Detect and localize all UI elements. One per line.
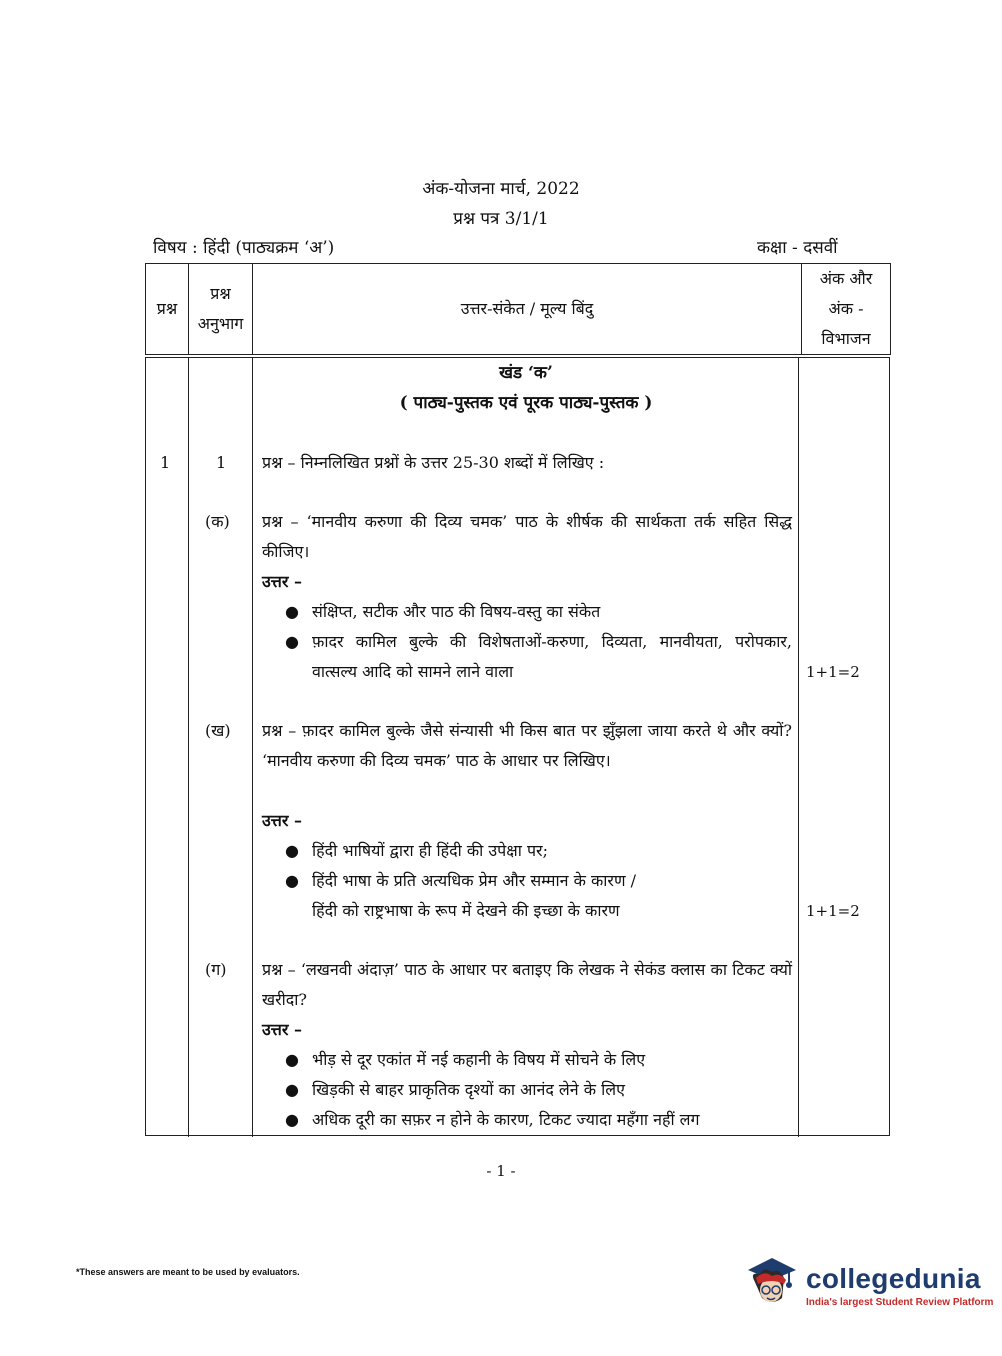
collegedunia-logo-icon	[742, 1250, 802, 1310]
column-divider	[252, 357, 253, 1137]
answer-label: उत्तर –	[262, 811, 302, 830]
answer-point: हिंदी भाषा के प्रति अत्यधिक प्रेम और सम्मान के कारण /	[312, 871, 636, 890]
question-number: 1	[160, 453, 171, 472]
marks-value: 1+1=2	[806, 902, 860, 920]
subquestion-label: (क)	[205, 512, 230, 531]
subquestion-text: प्रश्न – ‘मानवीय करुणा की दिव्य चमक’ पाठ के शीर्षक की सार्थकता तर्क सहित सिद्ध कीजिए।	[262, 512, 792, 561]
col-answer-hints: उत्तर-संकेत / मूल्य बिंदु	[253, 264, 802, 355]
col-section-line2: अनुभाग	[197, 314, 244, 333]
subquestion-label: (ग)	[205, 960, 227, 979]
page-number: - 1 -	[486, 1162, 516, 1180]
bullet-icon: ●	[285, 602, 299, 621]
answer-point: हिंदी भाषियों द्वारा ही हिंदी की उपेक्षा पर;	[312, 841, 548, 860]
col-marks	[802, 264, 891, 355]
evaluator-note: *These answers are meant to be used by evaluators.	[76, 1267, 300, 1277]
answer-label: उत्तर –	[262, 1020, 302, 1039]
marks-value: 1+1=2	[806, 663, 860, 681]
bullet-icon: ●	[285, 632, 299, 651]
subject-label: विषय : हिंदी (पाठ्यक्रम ‘अ’)	[153, 238, 335, 258]
paper-code: प्रश्न पत्र 3/1/1	[453, 209, 549, 229]
col-marks-line3: विभाजन	[821, 329, 871, 348]
answer-point: अधिक दूरी का सफ़र न होने के कारण, टिकट ज्यादा महँगा नहीं लग	[312, 1110, 700, 1129]
answer-point: खिड़की से बाहर प्राकृतिक दृश्यों का आनंद लेने के लिए	[312, 1080, 625, 1099]
subquestion-text: प्रश्न – फ़ादर कामिल बुल्के जैसे संन्यासी भी किस बात पर झुँझला जाया करते थे और क्यों? ‘मानवीय करुणा की दिव्य चमक’ पाठ के आधार पर लिखिए।	[262, 721, 792, 770]
col-section	[189, 264, 253, 355]
answer-point: फ़ादर कामिल बुल्के की विशेषताओं-करुणा, दिव्यता, मानवीयता, परोपकार, वात्सल्य आदि को सामने लाने वाला	[312, 632, 792, 681]
subquestion-label: (ख)	[205, 721, 231, 740]
section-subtitle: ( पाठ्य-पुस्तक एवं पूरक पाठ्य-पुस्तक )	[399, 393, 653, 413]
scheme-title: अंक-योजना मार्च, 2022	[422, 179, 580, 199]
question-part: 1	[216, 453, 227, 472]
bullet-icon: ●	[285, 841, 299, 860]
answer-label: उत्तर –	[262, 572, 302, 591]
column-divider	[188, 357, 189, 1137]
col-question: प्रश्न	[146, 264, 189, 355]
section-title: खंड ‘क’	[499, 363, 553, 383]
answer-point: संक्षिप्त, सटीक और पाठ की विषय-वस्तु का संकेत	[312, 602, 601, 621]
bullet-icon: ●	[285, 1080, 299, 1099]
answer-point-continued: हिंदी को राष्ट्रभाषा के रूप में देखने की इच्छा के कारण	[312, 901, 620, 920]
bullet-icon: ●	[285, 871, 299, 890]
col-section-line1: प्रश्न	[210, 284, 231, 303]
answer-point: भीड़ से दूर एकांत में नई कहानी के विषय में सोचने के लिए	[312, 1050, 646, 1069]
table-header	[145, 263, 891, 355]
bullet-icon: ●	[285, 1050, 299, 1069]
column-divider	[798, 357, 799, 1137]
class-label: कक्षा - दसवीं	[757, 238, 838, 258]
subquestion-text: प्रश्न – ‘लखनवी अंदाज़’ पाठ के आधार पर बताइए कि लेखक ने सेकंड क्लास का टिकट क्यों खरीदा?	[262, 960, 792, 1009]
collegedunia-logo-text: collegedunia	[806, 1263, 981, 1294]
col-marks-line2: अंक -	[828, 299, 864, 318]
col-marks-line1: अंक और	[819, 269, 873, 288]
question-instruction: प्रश्न – निम्नलिखित प्रश्नों के उत्तर 25-30 शब्दों में लिखिए :	[262, 453, 605, 472]
collegedunia-tagline: India's largest Student Review Platform	[806, 1297, 994, 1308]
bullet-icon: ●	[285, 1110, 299, 1129]
